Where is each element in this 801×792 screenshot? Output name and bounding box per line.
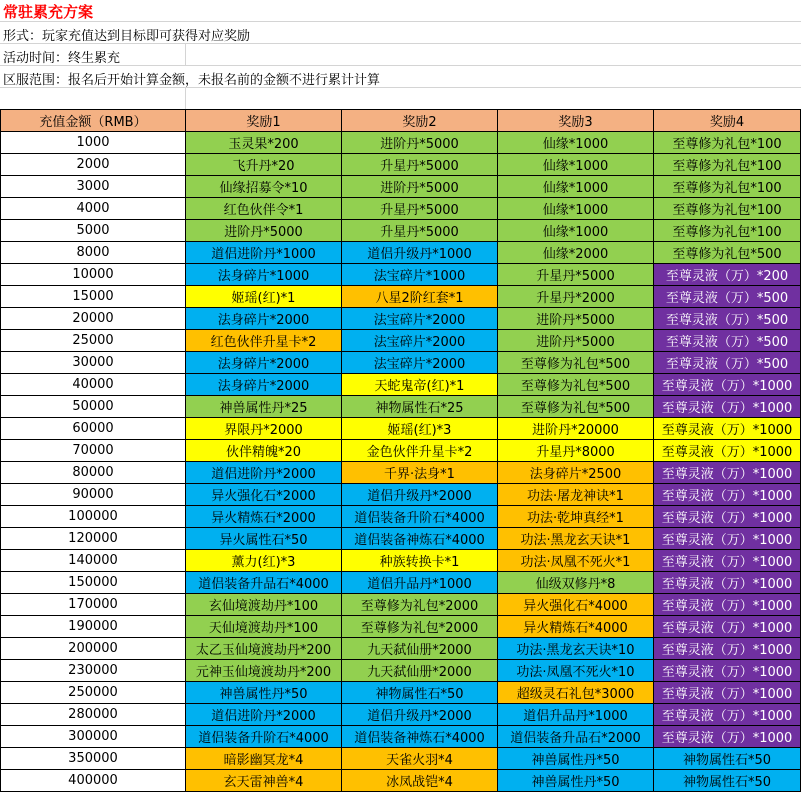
amount-cell: 300000: [1, 726, 186, 748]
reward-4-cell: 至尊修为礼包*100: [654, 154, 801, 176]
form-row: [0, 22, 801, 44]
table-row: [1, 242, 801, 264]
reward-2-cell: 进阶丹*5000: [342, 176, 498, 198]
reward-3-cell: 仙缘*1000: [498, 198, 654, 220]
reward-4-cell: 至尊灵液（万）*500: [654, 330, 801, 352]
reward-4-cell: 至尊灵液（万）*1000: [654, 726, 801, 748]
reward-3-cell: 超级灵石礼包*3000: [498, 682, 654, 704]
reward-3-cell: 异火精炼石*4000: [498, 616, 654, 638]
reward-2-cell: 升星丹*5000: [342, 220, 498, 242]
reward-4-cell: 至尊灵液（万）*1000: [654, 440, 801, 462]
reward-2-cell: 八星2阶红套*1: [342, 286, 498, 308]
table-row: [1, 682, 801, 704]
reward-1-cell: 进阶丹*5000: [186, 220, 342, 242]
reward-3-cell: 升星丹*2000: [498, 286, 654, 308]
table-row: [1, 352, 801, 374]
reward-4-cell: 至尊修为礼包*100: [654, 176, 801, 198]
reward-table: [0, 109, 801, 792]
reward-3-cell: 道侣装备升品石*2000: [498, 726, 654, 748]
reward-1-cell: 法身碎片*2000: [186, 308, 342, 330]
reward-2-cell: 道侣升品丹*1000: [342, 572, 498, 594]
amount-cell: 250000: [1, 682, 186, 704]
amount-cell: 140000: [1, 550, 186, 572]
reward-4-cell: 至尊修为礼包*100: [654, 132, 801, 154]
table-row: [1, 264, 801, 286]
reward-4-cell: 神物属性石*50: [654, 748, 801, 770]
table-row: [1, 132, 801, 154]
reward-1-cell: 道侣进阶丹*2000: [186, 462, 342, 484]
table-row: [1, 594, 801, 616]
reward-2-cell: 姬瑶(红)*3: [342, 418, 498, 440]
reward-4-cell: 至尊灵液（万）*1000: [654, 396, 801, 418]
reward-3-cell: 法身碎片*2500: [498, 462, 654, 484]
header-reward-2: 奖励2: [342, 110, 498, 132]
reward-3-cell: 进阶丹*5000: [498, 330, 654, 352]
table-row: [1, 748, 801, 770]
scope-row: [0, 66, 801, 88]
reward-1-cell: 异火精炼石*2000: [186, 506, 342, 528]
reward-2-cell: 升星丹*5000: [342, 154, 498, 176]
reward-4-cell: 至尊灵液（万）*1000: [654, 484, 801, 506]
reward-3-cell: 神兽属性丹*50: [498, 748, 654, 770]
reward-2-cell: 道侣装备升阶石*4000: [342, 506, 498, 528]
reward-1-cell: 伙伴精魄*20: [186, 440, 342, 462]
blank-row: [0, 88, 801, 110]
amount-cell: 200000: [1, 638, 186, 660]
time-row: [0, 44, 801, 66]
reward-3-cell: 功法·屠龙神诀*1: [498, 484, 654, 506]
reward-2-cell: 九天弑仙册*2000: [342, 638, 498, 660]
reward-1-cell: 界限丹*2000: [186, 418, 342, 440]
title-row: [0, 0, 801, 22]
sheet-title: 常驻累充方案: [3, 3, 94, 21]
reward-3-cell: 异火强化石*4000: [498, 594, 654, 616]
table-row: [1, 572, 801, 594]
reward-2-cell: 道侣装备神炼石*4000: [342, 726, 498, 748]
reward-4-cell: 至尊灵液（万）*1000: [654, 660, 801, 682]
reward-1-cell: 法身碎片*1000: [186, 264, 342, 286]
table-row: [1, 330, 801, 352]
reward-4-cell: 至尊灵液（万）*1000: [654, 572, 801, 594]
amount-cell: 8000: [1, 242, 186, 264]
reward-3-cell: 至尊修为礼包*500: [498, 352, 654, 374]
reward-1-cell: 仙缘招募令*10: [186, 176, 342, 198]
reward-4-cell: 至尊灵液（万）*1000: [654, 616, 801, 638]
table-row: [1, 220, 801, 242]
reward-1-cell: 异火强化石*2000: [186, 484, 342, 506]
reward-1-cell: 法身碎片*2000: [186, 374, 342, 396]
amount-cell: 100000: [1, 506, 186, 528]
amount-cell: 230000: [1, 660, 186, 682]
reward-1-cell: 道侣装备升品石*4000: [186, 572, 342, 594]
amount-cell: 400000: [1, 770, 186, 792]
reward-3-cell: 神兽属性丹*50: [498, 770, 654, 792]
table-row: [1, 484, 801, 506]
reward-1-cell: 神兽属性丹*25: [186, 396, 342, 418]
reward-3-cell: 道侣升品丹*1000: [498, 704, 654, 726]
reward-2-cell: 道侣升级丹*2000: [342, 484, 498, 506]
reward-3-cell: 功法·黑龙玄天诀*1: [498, 528, 654, 550]
reward-1-cell: 薰力(红)*3: [186, 550, 342, 572]
amount-cell: 170000: [1, 594, 186, 616]
reward-1-cell: 异火属性石*50: [186, 528, 342, 550]
amount-cell: 3000: [1, 176, 186, 198]
reward-1-cell: 元神玉仙境渡劫丹*200: [186, 660, 342, 682]
reward-4-cell: 至尊灵液（万）*1000: [654, 550, 801, 572]
reward-4-cell: 至尊修为礼包*100: [654, 198, 801, 220]
table-row: [1, 528, 801, 550]
reward-3-cell: 仙缘*1000: [498, 176, 654, 198]
amount-cell: 50000: [1, 396, 186, 418]
reward-1-cell: 暗影幽冥龙*4: [186, 748, 342, 770]
reward-3-cell: 进阶丹*20000: [498, 418, 654, 440]
table-row: [1, 506, 801, 528]
reward-4-cell: 神物属性石*50: [654, 770, 801, 792]
table-row: [1, 396, 801, 418]
reward-2-cell: 法宝碎片*2000: [342, 352, 498, 374]
reward-4-cell: 至尊灵液（万）*500: [654, 308, 801, 330]
table-row: [1, 176, 801, 198]
header-reward-4: 奖励4: [654, 110, 801, 132]
reward-3-cell: 仙缘*1000: [498, 154, 654, 176]
reward-2-cell: 冰凤战铠*4: [342, 770, 498, 792]
reward-4-cell: 至尊灵液（万）*1000: [654, 594, 801, 616]
table-row: [1, 462, 801, 484]
amount-cell: 150000: [1, 572, 186, 594]
table-row: [1, 770, 801, 792]
reward-2-cell: 至尊修为礼包*2000: [342, 616, 498, 638]
reward-4-cell: 至尊灵液（万）*1000: [654, 418, 801, 440]
reward-2-cell: 升星丹*5000: [342, 198, 498, 220]
table-row: [1, 638, 801, 660]
reward-3-cell: 进阶丹*5000: [498, 308, 654, 330]
reward-4-cell: 至尊灵液（万）*1000: [654, 528, 801, 550]
reward-1-cell: 飞升丹*20: [186, 154, 342, 176]
reward-2-cell: 九天弑仙册*2000: [342, 660, 498, 682]
amount-cell: 15000: [1, 286, 186, 308]
amount-cell: 90000: [1, 484, 186, 506]
amount-cell: 190000: [1, 616, 186, 638]
reward-1-cell: 玉灵果*200: [186, 132, 342, 154]
reward-4-cell: 至尊灵液（万）*1000: [654, 638, 801, 660]
reward-2-cell: 天蛇鬼帝(红)*1: [342, 374, 498, 396]
table-header-row: [1, 110, 801, 132]
table-row: [1, 418, 801, 440]
reward-1-cell: 神兽属性丹*50: [186, 682, 342, 704]
amount-cell: 30000: [1, 352, 186, 374]
amount-cell: 70000: [1, 440, 186, 462]
reward-4-cell: 至尊灵液（万）*1000: [654, 682, 801, 704]
table-row: [1, 726, 801, 748]
reward-3-cell: 功法·黑龙玄天诀*10: [498, 638, 654, 660]
reward-3-cell: 至尊修为礼包*500: [498, 374, 654, 396]
amount-cell: 2000: [1, 154, 186, 176]
amount-cell: 4000: [1, 198, 186, 220]
reward-1-cell: 天仙境渡劫丹*100: [186, 616, 342, 638]
table-row: [1, 550, 801, 572]
reward-4-cell: 至尊灵液（万）*500: [654, 352, 801, 374]
reward-1-cell: 姬瑶(红)*1: [186, 286, 342, 308]
table-row: [1, 308, 801, 330]
reward-1-cell: 玄仙境渡劫丹*100: [186, 594, 342, 616]
server-scope: 区服范围：报名后开始计算金额，未报名前的金额不进行累计计算: [3, 73, 381, 88]
header-amount: 充值金额（RMB）: [1, 110, 186, 132]
reward-4-cell: 至尊修为礼包*500: [654, 242, 801, 264]
form-description: 形式：玩家充值达到目标即可获得对应奖励: [3, 29, 251, 44]
reward-1-cell: 法身碎片*2000: [186, 352, 342, 374]
amount-cell: 280000: [1, 704, 186, 726]
header-reward-1: 奖励1: [186, 110, 342, 132]
amount-cell: 10000: [1, 264, 186, 286]
reward-2-cell: 金色伙伴升星卡*2: [342, 440, 498, 462]
reward-3-cell: 仙级双修丹*8: [498, 572, 654, 594]
reward-2-cell: 法宝碎片*2000: [342, 308, 498, 330]
reward-4-cell: 至尊修为礼包*100: [654, 220, 801, 242]
reward-1-cell: 道侣进阶丹*1000: [186, 242, 342, 264]
reward-3-cell: 升星丹*8000: [498, 440, 654, 462]
reward-1-cell: 道侣装备升阶石*4000: [186, 726, 342, 748]
amount-cell: 25000: [1, 330, 186, 352]
reward-4-cell: 至尊灵液（万）*500: [654, 286, 801, 308]
reward-3-cell: 升星丹*5000: [498, 264, 654, 286]
reward-2-cell: 神物属性石*25: [342, 396, 498, 418]
reward-2-cell: 进阶丹*5000: [342, 132, 498, 154]
reward-3-cell: 仙缘*1000: [498, 220, 654, 242]
amount-cell: 60000: [1, 418, 186, 440]
table-row: [1, 286, 801, 308]
reward-2-cell: 神物属性石*50: [342, 682, 498, 704]
amount-cell: 120000: [1, 528, 186, 550]
reward-1-cell: 玄天雷神兽*4: [186, 770, 342, 792]
reward-3-cell: 功法·凤凰不死火*1: [498, 550, 654, 572]
reward-2-cell: 千界·法身*1: [342, 462, 498, 484]
reward-2-cell: 种族转换卡*1: [342, 550, 498, 572]
table-row: [1, 704, 801, 726]
activity-time: 活动时间：终生累充: [3, 51, 121, 66]
reward-1-cell: 太乙玉仙境渡劫丹*200: [186, 638, 342, 660]
reward-3-cell: 至尊修为礼包*500: [498, 396, 654, 418]
table-row: [1, 660, 801, 682]
reward-2-cell: 道侣升级丹*1000: [342, 242, 498, 264]
reward-3-cell: 仙缘*2000: [498, 242, 654, 264]
table-row: [1, 154, 801, 176]
reward-2-cell: 法宝碎片*1000: [342, 264, 498, 286]
reward-2-cell: 法宝碎片*2000: [342, 330, 498, 352]
amount-cell: 5000: [1, 220, 186, 242]
reward-4-cell: 至尊灵液（万）*1000: [654, 374, 801, 396]
reward-2-cell: 道侣装备神炼石*4000: [342, 528, 498, 550]
reward-3-cell: 功法·凤凰不死火*10: [498, 660, 654, 682]
amount-cell: 1000: [1, 132, 186, 154]
reward-1-cell: 红色伙伴升星卡*2: [186, 330, 342, 352]
amount-cell: 80000: [1, 462, 186, 484]
reward-4-cell: 至尊灵液（万）*1000: [654, 506, 801, 528]
table-row: [1, 616, 801, 638]
reward-2-cell: 至尊修为礼包*2000: [342, 594, 498, 616]
table-row: [1, 374, 801, 396]
reward-2-cell: 天雀火羽*4: [342, 748, 498, 770]
table-row: [1, 198, 801, 220]
amount-cell: 40000: [1, 374, 186, 396]
amount-cell: 350000: [1, 748, 186, 770]
reward-3-cell: 功法·乾坤真经*1: [498, 506, 654, 528]
reward-4-cell: 至尊灵液（万）*200: [654, 264, 801, 286]
reward-4-cell: 至尊灵液（万）*1000: [654, 704, 801, 726]
table-row: [1, 440, 801, 462]
amount-cell: 20000: [1, 308, 186, 330]
reward-3-cell: 仙缘*1000: [498, 132, 654, 154]
reward-4-cell: 至尊灵液（万）*1000: [654, 462, 801, 484]
header-reward-3: 奖励3: [498, 110, 654, 132]
reward-1-cell: 红色伙伴令*1: [186, 198, 342, 220]
reward-2-cell: 道侣升级丹*2000: [342, 704, 498, 726]
reward-1-cell: 道侣进阶丹*2000: [186, 704, 342, 726]
